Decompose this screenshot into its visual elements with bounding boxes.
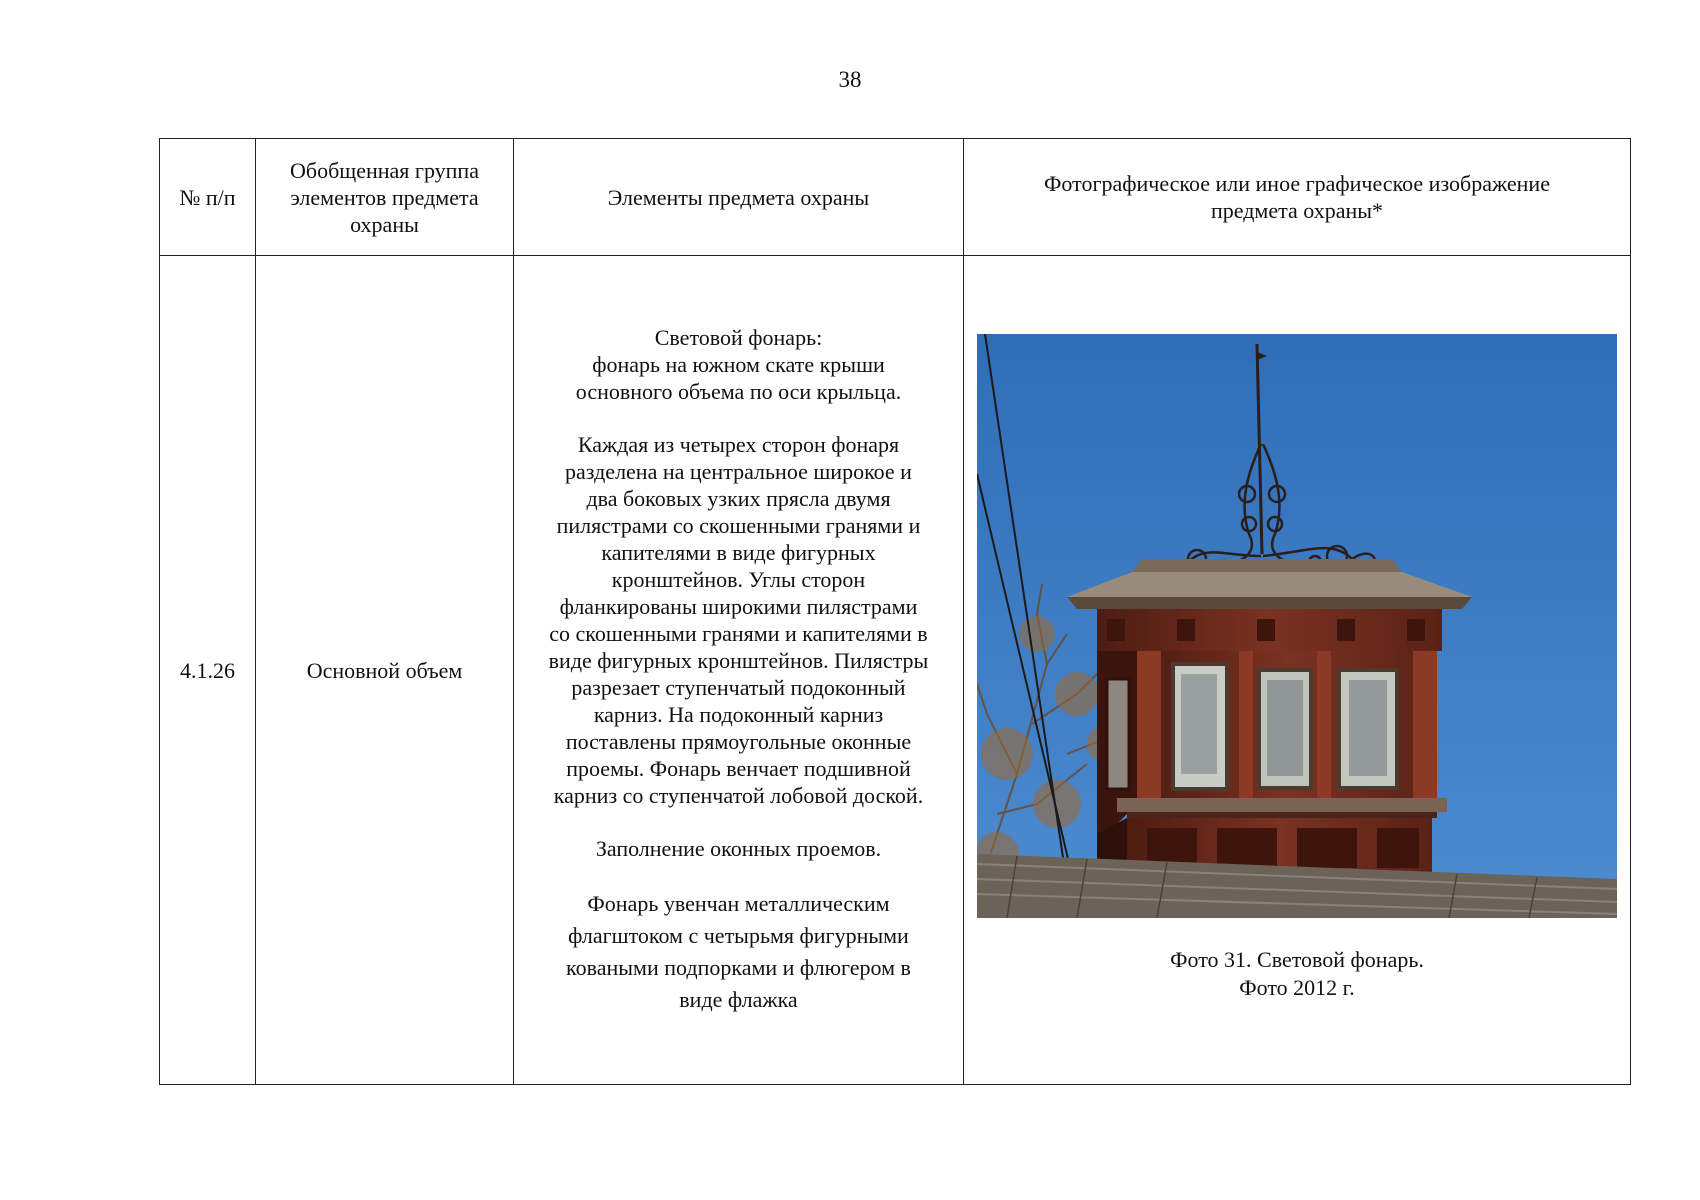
elements-paragraph-1: Световой фонарь: фонарь на южном скате крыши основного объема по оси крыльца. bbox=[575, 325, 902, 404]
row-group: Основной объем bbox=[256, 256, 514, 1085]
header-group: Обобщенная группа элементов предмета охраны bbox=[256, 139, 514, 256]
header-elements: Элементы предмета охраны bbox=[514, 139, 964, 256]
table-row bbox=[160, 256, 1631, 1085]
photo-caption bbox=[964, 946, 1630, 1002]
page-number: 38 bbox=[838, 67, 862, 92]
photo-caption-line-1: Фото 31. Световой фонарь. bbox=[1170, 947, 1424, 972]
elements-paragraph-3: Заполнение оконных проемов. bbox=[595, 836, 882, 861]
table-header-row bbox=[160, 139, 1631, 256]
heritage-elements-table bbox=[159, 138, 1631, 1085]
row-elements bbox=[514, 256, 964, 1085]
cornice-top bbox=[1132, 559, 1402, 572]
elements-paragraph-4: Фонарь увенчан металлическим флагштоком с четырьмя фигурными коваными подпорками и флюгером в виде флажка bbox=[566, 891, 911, 1012]
lantern-photo-illustration bbox=[977, 334, 1617, 918]
photo-caption-line-2: Фото 2012 г. bbox=[1239, 975, 1355, 1000]
sill-cornice bbox=[1117, 798, 1447, 812]
cornice bbox=[1067, 572, 1472, 597]
elements-paragraph-2: Каждая из четырех сторон фонаря разделена на центральное широкое и два боковых узких прясла двумя пилястрами со скошенными гранями и капителями в виде фигурных кронштейнов. Углы сторон фланкированы широкими пилястрами со скошенными гранями и капителями в виде фигурных кронштейнов. Пилястры разрезает ступенчатый подоконный карниз. На подоконный карниз поставлены прямоугольные оконные проемы. Фонарь венчает подшивной карниз со ступенчатой лобовой доской. bbox=[548, 432, 929, 808]
row-num: 4.1.26 bbox=[160, 256, 256, 1085]
header-photo: Фотографическое или иное графическое изображение предмета охраны* bbox=[964, 139, 1631, 256]
header-num: № п/п bbox=[160, 139, 256, 256]
row-photo bbox=[964, 256, 1631, 1085]
lantern-photo bbox=[977, 334, 1617, 918]
